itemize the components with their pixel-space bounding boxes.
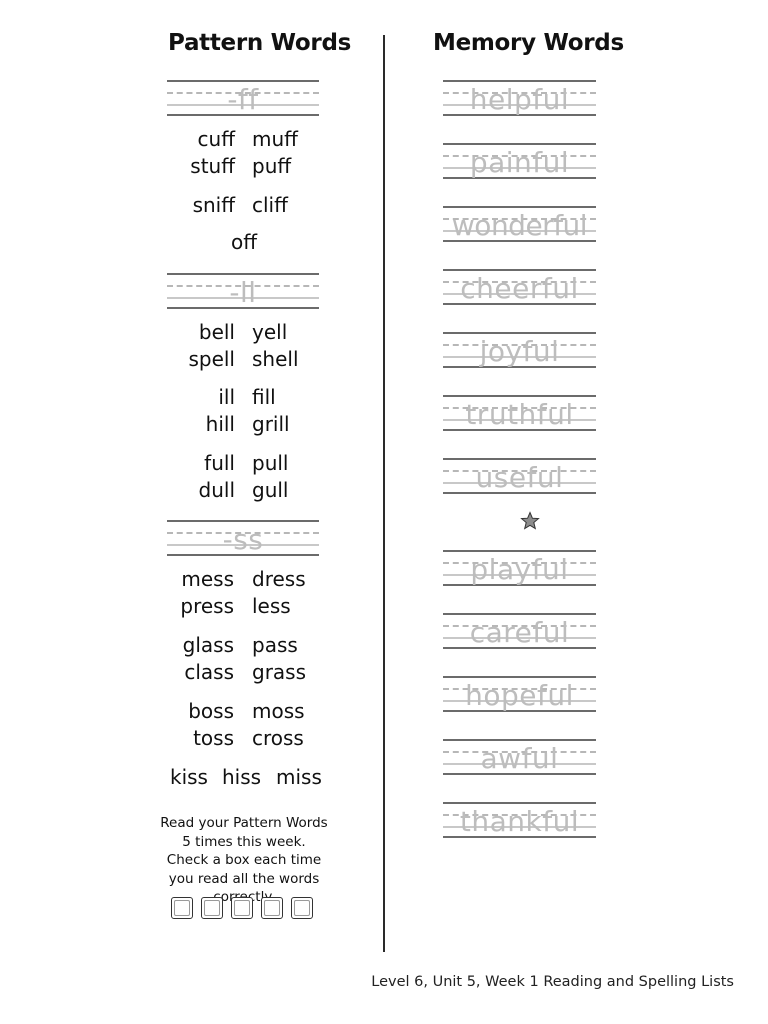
pattern-header-text: -ll: [229, 276, 257, 309]
pattern-word: miss: [276, 765, 322, 789]
pattern-word: full: [204, 451, 235, 475]
pattern-header-ll: [167, 273, 319, 309]
pattern-word: cuff: [197, 127, 235, 151]
pattern-word: fill: [252, 385, 276, 409]
memory-word: useful: [475, 461, 564, 494]
pattern-header-text: -ff: [227, 83, 259, 116]
word-row: [168, 594, 320, 620]
pattern-word: press: [180, 594, 234, 618]
memory-word: awful: [480, 742, 559, 775]
word-row: [168, 127, 320, 153]
reading-checkbox[interactable]: [231, 897, 253, 919]
pattern-word: grill: [252, 412, 290, 436]
memory-word-trace: [443, 802, 596, 838]
word-row: [168, 230, 320, 256]
pattern-word: class: [184, 660, 234, 684]
memory-word-trace: [443, 269, 596, 305]
page-footer: Level 6, Unit 5, Week 1 Reading and Spelling Lists: [371, 974, 734, 990]
pattern-header-ss: [167, 520, 319, 556]
pattern-word: glass: [182, 633, 234, 657]
word-row: [168, 451, 320, 477]
memory-word: painful: [469, 146, 570, 179]
pattern-header-text: -ss: [222, 523, 264, 556]
word-row: [168, 633, 320, 659]
word-row: [168, 412, 320, 438]
word-row: [168, 347, 320, 373]
word-row: [168, 699, 320, 725]
memory-word-trace: [443, 395, 596, 431]
reading-checkbox[interactable]: [261, 897, 283, 919]
memory-word: joyful: [479, 335, 560, 368]
memory-word: hopeful: [465, 679, 574, 712]
pattern-word: pull: [252, 451, 289, 475]
memory-words-title: Memory Words: [433, 30, 624, 56]
pattern-word: spell: [188, 347, 235, 371]
pattern-word: grass: [252, 660, 307, 684]
pattern-word: ill: [218, 385, 235, 409]
pattern-word: cross: [252, 726, 304, 750]
pattern-word: hiss: [222, 765, 262, 789]
memory-word-trace: [443, 550, 596, 586]
pattern-word: kiss: [170, 765, 208, 789]
reading-instructions: Read your Pattern Words 5 times this week. Check a box each time you read all the words: [160, 815, 328, 887]
memory-word: cheerful: [460, 272, 579, 305]
pattern-word: gull: [252, 478, 289, 502]
pattern-word: dull: [198, 478, 235, 502]
word-row: [168, 726, 320, 752]
pattern-word: shell: [252, 347, 299, 371]
pattern-word: off: [230, 230, 257, 254]
pattern-word: cliff: [252, 193, 288, 217]
pattern-word: yell: [252, 320, 288, 344]
memory-word-trace: [443, 332, 596, 368]
pattern-word: stuff: [190, 154, 235, 178]
word-row: [168, 567, 320, 593]
memory-word: thankful: [459, 805, 580, 838]
memory-word-trace: [443, 676, 596, 712]
reading-checkbox[interactable]: [171, 897, 193, 919]
memory-word-trace: [443, 739, 596, 775]
pattern-word: sniff: [192, 193, 235, 217]
memory-word-trace: [443, 458, 596, 494]
star-icon: [520, 511, 540, 531]
reading-checkboxes: [171, 897, 321, 923]
pattern-word: hill: [205, 412, 235, 436]
memory-word: wonderful: [451, 209, 588, 242]
word-row: [168, 385, 320, 411]
word-row: [168, 660, 320, 686]
pattern-word: puff: [252, 154, 292, 178]
memory-word: helpful: [469, 83, 570, 116]
memory-word: truthful: [465, 398, 574, 431]
word-row: [168, 765, 320, 791]
pattern-header-ff: [167, 80, 319, 116]
pattern-word: moss: [252, 699, 305, 723]
memory-word: careful: [469, 616, 570, 649]
reading-checkbox[interactable]: [291, 897, 313, 919]
memory-word-trace: [443, 613, 596, 649]
memory-word-trace: [443, 143, 596, 179]
pattern-words-title: Pattern Words: [168, 30, 352, 56]
memory-word-trace: [443, 80, 596, 116]
pattern-word: mess: [181, 567, 234, 591]
pattern-word: bell: [198, 320, 235, 344]
memory-word-trace: [443, 206, 596, 242]
memory-word: playful: [470, 553, 569, 586]
word-row: [168, 320, 320, 346]
pattern-word: less: [252, 594, 291, 618]
pattern-word: dress: [252, 567, 306, 591]
pattern-word: boss: [188, 699, 234, 723]
pattern-word: muff: [252, 127, 298, 151]
word-row: [168, 193, 320, 219]
word-row: [168, 154, 320, 180]
word-row: [168, 478, 320, 504]
pattern-word: toss: [193, 726, 234, 750]
pattern-word: pass: [252, 633, 298, 657]
reading-checkbox[interactable]: [201, 897, 223, 919]
column-divider: [383, 35, 385, 952]
